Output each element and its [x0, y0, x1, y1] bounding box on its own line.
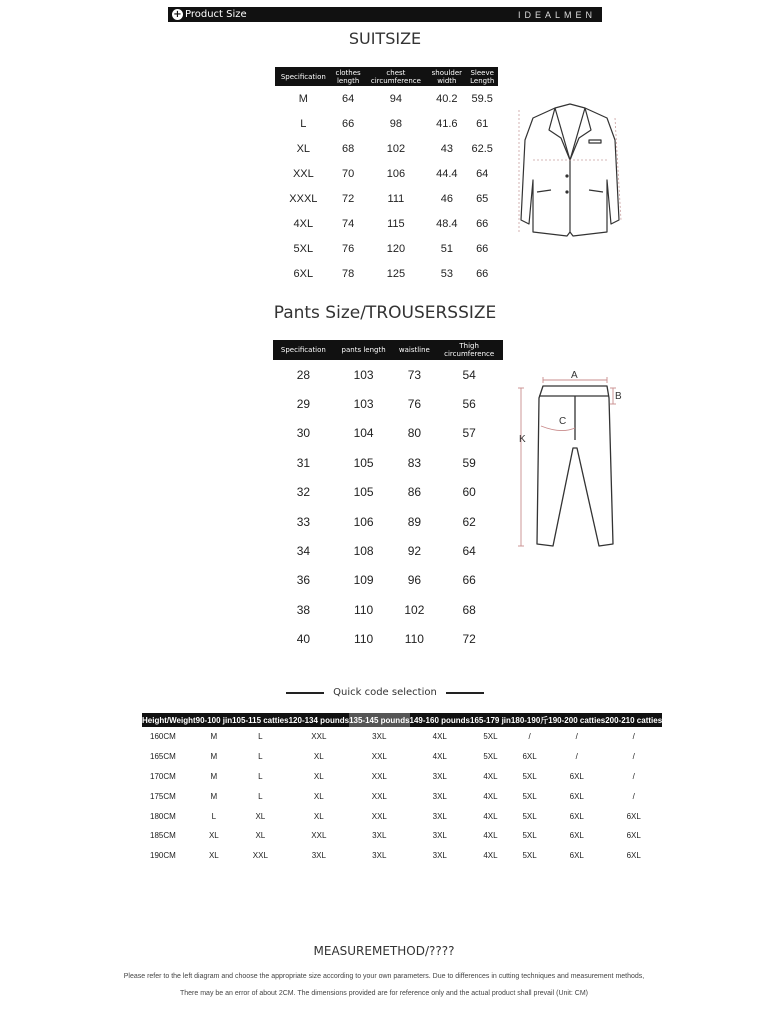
table-cell: / [632, 791, 635, 801]
table-cell: / [528, 732, 531, 742]
table-cell: M [210, 732, 218, 742]
table-cell: 6XL [569, 771, 584, 781]
table-cell: 125 [386, 267, 406, 280]
table-cell: 44.4 [436, 167, 458, 180]
table-cell: 89 [407, 514, 422, 529]
diagram-label-b: B [615, 391, 622, 402]
table-cell: M [210, 771, 218, 781]
plus-icon: + [173, 9, 182, 20]
table-cell: 106 [353, 514, 374, 529]
pants-size-title: Pants Size/TROUSERSSIZE [273, 303, 497, 323]
table-cell: 111 [387, 192, 405, 205]
table-cell: 4XL [483, 811, 498, 821]
pants-header-text: Specification [280, 346, 326, 354]
table-cell: L [300, 117, 307, 130]
table-row [275, 86, 498, 111]
table-cell: 94 [389, 92, 403, 105]
table-cell: 78 [341, 267, 355, 280]
table-cell: XXL [311, 831, 327, 841]
suit-header-4 [466, 67, 498, 86]
table-cell: 61 [476, 117, 489, 130]
table-cell: XXL [371, 811, 387, 821]
table-cell: XXXL [289, 192, 318, 205]
table-cell: 4XL [483, 851, 498, 861]
table-cell: XL [208, 851, 219, 861]
table-cell: 6XL [569, 811, 584, 821]
table-row [142, 767, 662, 787]
table-cell: 59 [462, 455, 476, 470]
table-row [275, 211, 498, 236]
table-cell: XL [255, 831, 266, 841]
table-cell: L [258, 732, 263, 742]
quick-header-2: 105-115 catties [232, 713, 289, 727]
table-cell: / [632, 752, 635, 762]
diagram-label-a: A [571, 370, 578, 381]
table-row [273, 566, 503, 595]
suit-size-title: SUITSIZE [348, 29, 422, 48]
table-cell: 115 [387, 217, 405, 230]
table-cell: 66 [476, 267, 489, 280]
suit-header-1 [332, 67, 365, 86]
table-cell: 65 [476, 192, 489, 205]
table-cell: 6XL [569, 831, 584, 841]
pants-header-2 [393, 340, 435, 360]
top-banner [168, 7, 602, 22]
table-cell: 72 [341, 192, 355, 205]
table-row [275, 136, 498, 161]
table-cell: 5XL [522, 791, 537, 801]
pants-header-0 [273, 340, 334, 360]
table-row [273, 448, 503, 477]
table-cell: 4XL [432, 752, 447, 762]
pants-table-body [273, 360, 503, 654]
table-cell: 190CM [150, 851, 176, 861]
table-cell: 170CM [150, 771, 176, 781]
suit-header-text: chest [386, 68, 406, 77]
table-cell: 106 [386, 167, 406, 180]
pants-table-header [273, 340, 503, 360]
table-cell: 4XL [483, 791, 498, 801]
quick-header-8: 190-200 catties [548, 713, 605, 727]
table-cell: 102 [404, 602, 425, 617]
table-cell: 86 [407, 485, 422, 500]
table-cell: 96 [407, 573, 422, 588]
suit-header-3 [427, 67, 466, 86]
table-cell: L [258, 791, 263, 801]
table-cell: 32 [296, 485, 311, 500]
pants-size-table [273, 340, 503, 654]
table-cell: 175CM [150, 791, 176, 801]
table-cell: 33 [296, 514, 311, 529]
table-cell: 40.2 [436, 92, 458, 105]
table-cell: XXL [371, 791, 387, 801]
table-cell: 76 [341, 242, 355, 255]
table-row [273, 595, 503, 624]
table-cell: 5XL [522, 831, 537, 841]
table-cell: 3XL [432, 831, 447, 841]
table-cell: 66 [341, 117, 355, 130]
table-cell: XXL [311, 732, 327, 742]
table-cell: 48.4 [436, 217, 458, 230]
table-cell: XL [255, 811, 266, 821]
table-row [273, 478, 503, 507]
table-cell: 66 [476, 242, 489, 255]
table-cell: 4XL [293, 217, 314, 230]
table-cell: 3XL [432, 771, 447, 781]
quick-header-5: 149-160 pounds [410, 713, 470, 727]
table-cell: 185CM [150, 831, 176, 841]
table-cell: 102 [386, 142, 406, 155]
table-cell: 41.6 [436, 117, 458, 130]
table-row [275, 111, 498, 136]
table-cell: / [632, 771, 635, 781]
table-cell: M [210, 752, 218, 762]
table-cell: 5XL [522, 771, 537, 781]
table-cell: 64 [341, 92, 355, 105]
table-cell: 64 [462, 544, 476, 559]
table-row [142, 747, 662, 767]
table-cell: 34 [296, 544, 311, 559]
measure-method-title: MEASUREMETHOD/???? [313, 944, 455, 958]
suit-size-table [275, 67, 498, 286]
table-row [275, 161, 498, 186]
suit-header-text: clothes [335, 68, 361, 77]
table-cell: 6XL [626, 831, 641, 841]
jacket-diagram-icon [515, 100, 625, 240]
table-cell: 62 [462, 514, 476, 529]
table-cell: 92 [407, 544, 422, 559]
quick-header-9: 200-210 catties [605, 713, 662, 727]
suit-header-2 [365, 67, 428, 86]
table-cell: 109 [353, 573, 374, 588]
table-cell: 66 [462, 573, 476, 588]
table-cell: 51 [440, 242, 453, 255]
table-row [275, 261, 498, 286]
table-row [273, 419, 503, 448]
table-cell: 6XL [626, 811, 641, 821]
table-cell: XL [313, 771, 324, 781]
table-cell: 74 [341, 217, 355, 230]
table-cell: XXL [292, 167, 314, 180]
suit-header-text: Specification [280, 72, 326, 81]
quick-code-table [142, 713, 662, 866]
table-cell: 6XL [569, 791, 584, 801]
table-cell: 3XL [372, 732, 387, 742]
table-cell: 28 [296, 367, 311, 382]
divider-left [286, 692, 324, 694]
quick-code-label: Quick code selection [333, 687, 437, 698]
table-cell: 105 [353, 485, 374, 500]
table-cell: 53 [440, 267, 453, 280]
table-cell: L [258, 752, 263, 762]
quick-header-7: 180-190斤 [511, 713, 548, 727]
table-cell: 160CM [150, 732, 176, 742]
table-cell: 6XL [569, 851, 584, 861]
diagram-label-k: K [519, 434, 526, 445]
pants-header-text: waistline [398, 346, 430, 354]
table-row [142, 786, 662, 806]
table-cell: 66 [476, 217, 489, 230]
table-cell: 60 [462, 485, 476, 500]
suit-header-text: circumference [370, 76, 421, 85]
table-cell: XL [296, 142, 311, 155]
table-cell: 5XL [522, 811, 537, 821]
table-cell: L [211, 811, 217, 821]
table-cell: XXL [371, 752, 387, 762]
table-cell: 6XL [522, 752, 537, 762]
table-cell: XL [313, 811, 324, 821]
table-row [142, 806, 662, 826]
quick-table-header [142, 713, 662, 727]
table-cell: 68 [341, 142, 355, 155]
banner-left [168, 9, 247, 20]
table-cell: 105 [353, 455, 374, 470]
suit-table-body [275, 86, 498, 286]
table-cell: 4XL [483, 831, 498, 841]
table-cell: 103 [353, 367, 374, 382]
table-cell: 3XL [372, 851, 387, 861]
suit-header-text: Sleeve [470, 68, 494, 77]
table-cell: 3XL [372, 831, 387, 841]
table-cell: 59.5 [471, 92, 493, 105]
quick-header-0: Height/Weight [142, 713, 196, 727]
table-cell: 43 [440, 142, 453, 155]
suit-header-text: shoulder [431, 68, 463, 77]
banner-title: Product Size [185, 9, 247, 20]
table-cell: / [632, 732, 635, 742]
quick-header-6: 165-179 jin [470, 713, 511, 727]
divider-right [446, 692, 484, 694]
table-cell: 3XL [311, 851, 326, 861]
table-cell: 6XL [626, 851, 641, 861]
quick-table-body [142, 727, 662, 866]
quick-header-3: 120-134 pounds [289, 713, 349, 727]
table-row [273, 360, 503, 389]
quick-header-4: 135-145 pounds [349, 713, 409, 727]
table-cell: 31 [296, 455, 311, 470]
table-cell: 30 [296, 426, 311, 441]
measure-note-line-2: There may be an error of about 2CM. The dimensions provided are for reference only and the actual product shall prevail (Unit: CM) [179, 990, 589, 997]
table-cell: 64 [476, 167, 489, 180]
table-cell: 76 [407, 397, 422, 412]
suit-table-header [275, 67, 498, 86]
table-row [275, 186, 498, 211]
table-cell: 6XL [293, 267, 314, 280]
table-cell: M [298, 92, 308, 105]
table-cell: 5XL [293, 242, 314, 255]
table-cell: 5XL [522, 851, 537, 861]
table-cell: L [258, 771, 263, 781]
quick-code-heading [286, 687, 484, 698]
table-cell: XL [208, 831, 219, 841]
table-cell: 110 [404, 632, 424, 647]
pants-diagram-icon [515, 368, 630, 553]
table-cell: 57 [462, 426, 476, 441]
table-cell: 80 [407, 426, 422, 441]
table-cell: 110 [354, 632, 374, 647]
table-cell: M [210, 791, 218, 801]
table-cell: 72 [462, 632, 476, 647]
table-row [273, 507, 503, 536]
table-row [142, 846, 662, 866]
table-cell: 3XL [432, 791, 447, 801]
table-row [275, 236, 498, 261]
table-cell: 29 [296, 397, 311, 412]
table-cell: 4XL [483, 771, 498, 781]
table-cell: 46 [440, 192, 453, 205]
table-cell: 36 [296, 573, 311, 588]
table-cell: 98 [389, 117, 403, 130]
table-cell: 180CM [150, 811, 176, 821]
table-cell: 62.5 [471, 142, 493, 155]
table-cell: 103 [353, 397, 374, 412]
table-row [273, 536, 503, 565]
table-cell: / [575, 732, 578, 742]
table-cell: 104 [353, 426, 374, 441]
pants-header-text: circumference [444, 350, 495, 358]
measure-note-line-1: Please refer to the left diagram and choose the appropriate size according to your own parameters. Due to differences in cutting techniques and measurement methods, [123, 973, 645, 980]
table-cell: 120 [386, 242, 406, 255]
table-cell: 38 [296, 602, 311, 617]
table-cell: 56 [462, 397, 476, 412]
brand-name: IDEALMEN [517, 9, 596, 20]
suit-header-text: Length [470, 76, 495, 85]
suit-header-0 [275, 67, 332, 86]
pants-header-1 [334, 340, 394, 360]
suit-header-text: width [437, 76, 457, 85]
diagram-label-c: C [559, 416, 567, 427]
table-cell: 5XL [483, 752, 498, 762]
table-cell: 4XL [432, 732, 447, 742]
quick-header-1: 90-100 jin [196, 713, 232, 727]
table-cell: 3XL [432, 811, 447, 821]
pants-header-text: Thigh [459, 342, 479, 350]
table-cell: 110 [354, 602, 374, 617]
table-cell: 108 [353, 544, 374, 559]
table-cell: 165CM [150, 752, 176, 762]
table-cell: XXL [371, 771, 387, 781]
table-cell: 54 [462, 367, 476, 382]
table-cell: XL [313, 791, 324, 801]
suit-header-text: length [336, 76, 360, 85]
table-row [273, 389, 503, 418]
table-row [273, 625, 503, 654]
table-row [142, 727, 662, 747]
table-cell: 83 [407, 455, 422, 470]
table-cell: 3XL [432, 851, 447, 861]
table-cell: 73 [407, 367, 422, 382]
pants-header-3 [435, 340, 503, 360]
table-cell: XXL [252, 851, 268, 861]
table-cell: 68 [462, 602, 476, 617]
table-cell: 40 [296, 632, 311, 647]
table-cell: 5XL [483, 732, 498, 742]
table-cell: / [575, 752, 578, 762]
pants-header-text: pants length [341, 346, 386, 354]
table-row [142, 826, 662, 846]
table-cell: 70 [341, 167, 355, 180]
table-cell: XL [313, 752, 324, 762]
